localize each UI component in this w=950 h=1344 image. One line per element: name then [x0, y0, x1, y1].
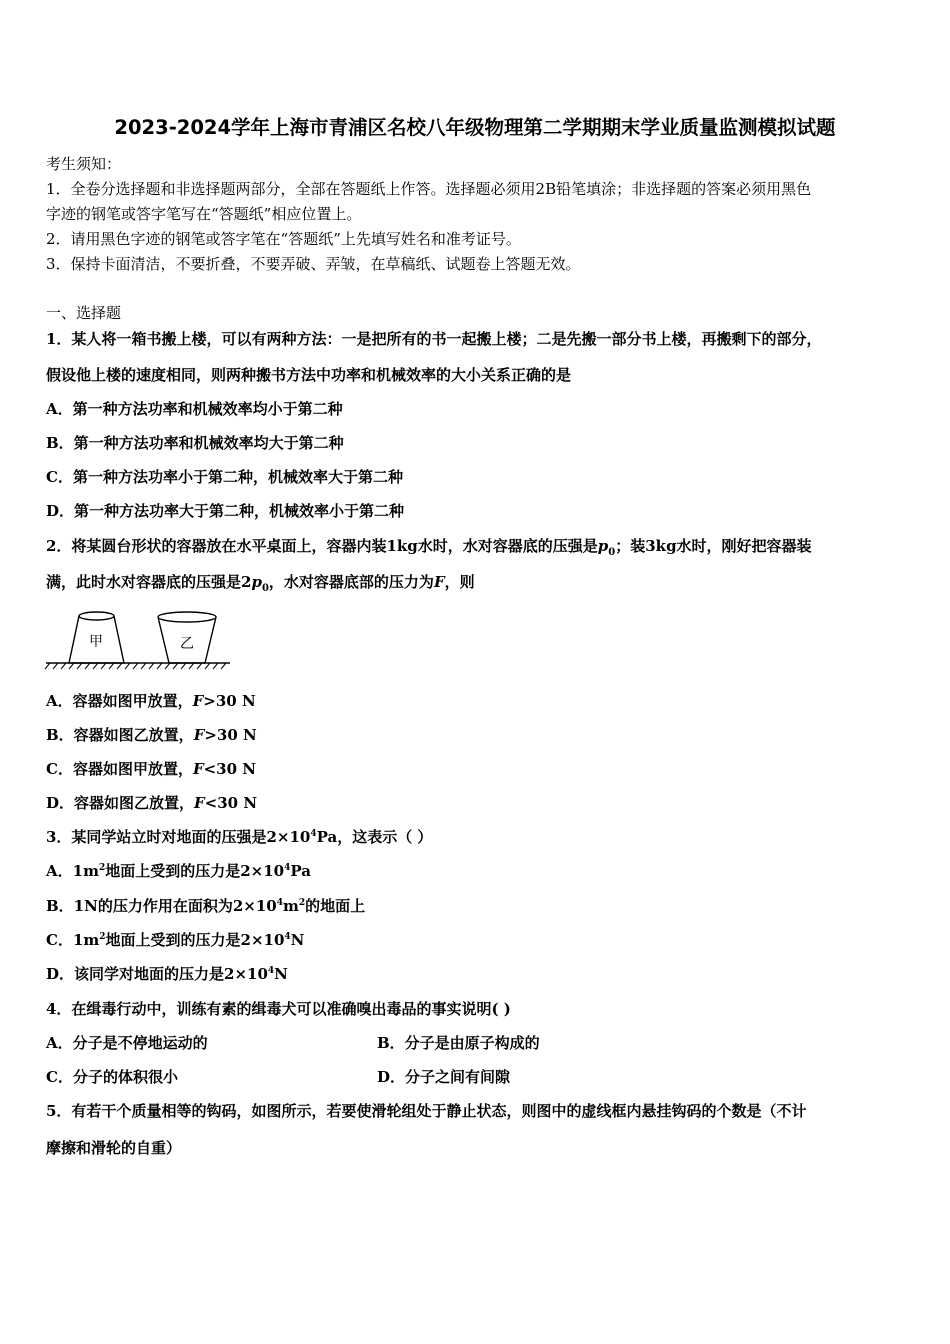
q3-d-post: N	[274, 965, 288, 983]
q2-option-b	[46, 724, 257, 745]
q2-option-c	[46, 758, 256, 779]
q3-stem-exponent: 4	[310, 829, 317, 839]
q2-option-b-text: B．容器如图乙放置，	[46, 726, 194, 744]
q3-c-text: C．1m	[46, 931, 100, 949]
q3-a-mid: 地面上受到的压力是2×10	[105, 862, 285, 880]
section-heading: 一、选择题	[46, 304, 122, 322]
container-yi-label: 乙	[180, 636, 194, 652]
q2-option-c-f: F	[192, 760, 204, 778]
container-jia-label: 甲	[89, 634, 103, 650]
q2-stem-text-5: ，则	[444, 573, 475, 591]
q5-stem-line1: 5．有若干个质量相等的钩码，如图所示，若要使滑轮组处于静止状态，则图中的虚线框内悬挂钩码的个数是（不计	[46, 1102, 807, 1120]
notice-item-3: 3．保持卡面清洁，不要折叠，不要弄破、弄皱，在草稿纸、试题卷上答题无效。	[46, 255, 581, 273]
q3-option-d	[46, 963, 288, 984]
q4-option-d: D．分子之间有间隙	[377, 1068, 511, 1086]
q3-c-post: N	[290, 931, 305, 949]
q1-option-d: D．第一种方法功率大于第二种，机械效率小于第二种	[46, 502, 405, 520]
q4-option-c: C．分子的体积很小	[46, 1068, 178, 1086]
notice-item-2: 2．请用黑色字迹的钢笔或答字笔在“答题纸”上先填写姓名和准考证号。	[46, 230, 521, 248]
q4-option-b: B．分子是由原子构成的	[377, 1034, 540, 1052]
q2-stem-line2	[46, 571, 475, 594]
q2-option-a-text: A．容器如图甲放置，	[46, 692, 193, 710]
q2-container-figure	[44, 608, 234, 672]
ground-hatching	[45, 663, 226, 669]
q3-c-sup1: 2	[99, 932, 106, 942]
q2-option-a	[46, 690, 256, 711]
q2-stem-text: 2．将某圆台形状的容器放在水平桌面上，容器内装1kg水时，水对容器底的压强是	[46, 537, 598, 555]
q2-p0-subscript-2: 0	[261, 583, 269, 594]
q2-stem-text-2: ；装3kg水时，刚好把容器装	[615, 537, 812, 555]
q4-stem: 4．在缉毒行动中，训练有素的缉毒犬可以准确嗅出毒品的事实说明( )	[46, 1000, 511, 1018]
q2-option-d	[46, 792, 257, 813]
q5-stem-line2: 摩擦和滑轮的自重）	[46, 1139, 182, 1157]
q2-option-d-value: <30 N	[204, 794, 258, 812]
container-yi	[158, 612, 216, 663]
notice-item-1: 1．全卷分选择题和非选择题两部分，全部在答题纸上作答。选择题必须用2B铅笔填涂；非选择题的答案必须用黑色	[46, 180, 812, 198]
q2-stem-line1	[46, 535, 812, 558]
q3-c-sup2: 4	[284, 932, 291, 942]
q2-option-a-f: F	[192, 692, 204, 710]
q3-d-sup: 4	[267, 966, 275, 976]
q3-b-sup2: 2	[298, 898, 306, 908]
q1-stem-line1: 1．某人将一箱书搬上楼，可以有两种方法：一是把所有的书一起搬上楼；二是先搬一部分书上楼，再搬剩下的部分，	[46, 330, 822, 348]
q3-d-text: D．该同学对地面的压力是2×10	[46, 965, 268, 983]
q3-a-sup1: 2	[98, 863, 106, 873]
q2-p0-subscript: 0	[608, 547, 616, 558]
notice-heading: 考生须知：	[46, 155, 122, 173]
q2-option-b-value: >30 N	[204, 726, 257, 744]
q2-option-b-f: F	[193, 726, 205, 744]
q2-p0-symbol: p	[597, 537, 609, 555]
q2-option-a-value: >30 N	[203, 692, 256, 710]
q3-b-post: 的地面上	[305, 897, 366, 915]
q3-stem	[46, 826, 432, 847]
q3-option-b	[46, 895, 365, 916]
q3-b-sup1: 4	[276, 898, 283, 908]
q2-p0-symbol-2: p	[251, 573, 262, 591]
q2-option-c-value: <30 N	[203, 760, 256, 778]
q3-c-mid: 地面上受到的压力是2×10	[105, 931, 285, 949]
q3-option-c	[46, 929, 304, 950]
q2-stem-text-4: ，水对容器底部的压力为	[268, 573, 434, 591]
q2-option-c-text: C．容器如图甲放置，	[46, 760, 193, 778]
q3-b-text: B．1N的压力作用在面积为2×10	[46, 897, 277, 915]
notice-item-1-cont: 字迹的钢笔或答字笔写在“答题纸”相应位置上。	[46, 205, 362, 223]
q4-option-a: A．分子是不停地运动的	[46, 1034, 208, 1052]
q1-option-a: A．第一种方法功率和机械效率均小于第二种	[46, 400, 343, 418]
q3-a-text: A．1m	[46, 862, 99, 880]
q3-b-mid: m	[282, 897, 299, 915]
q3-stem-text-2: Pa，这表示（ ）	[316, 828, 433, 846]
q2-stem-text-3: 满，此时水对容器底的压强是2	[46, 573, 252, 591]
q1-stem-line2: 假设他上楼的速度相同，则两种搬书方法中功率和机械效率的大小关系正确的是	[46, 366, 572, 384]
q2-option-d-text: D．容器如图乙放置，	[46, 794, 195, 812]
q1-option-b: B．第一种方法功率和机械效率均大于第二种	[46, 434, 344, 452]
q3-a-sup2: 4	[284, 863, 291, 873]
container-jia	[69, 612, 124, 663]
q3-a-post: Pa	[290, 862, 311, 880]
q2-f-symbol: F	[433, 573, 445, 591]
q3-option-a	[46, 860, 311, 881]
page-title: 2023-2024学年上海市青浦区名校八年级物理第二学期期末学业质量监测模拟试题	[114, 116, 836, 139]
q2-option-d-f: F	[194, 794, 205, 812]
q3-stem-text: 3．某同学站立时对地面的压强是2×10	[46, 828, 311, 846]
q1-option-c: C．第一种方法功率小于第二种，机械效率大于第二种	[46, 468, 403, 486]
